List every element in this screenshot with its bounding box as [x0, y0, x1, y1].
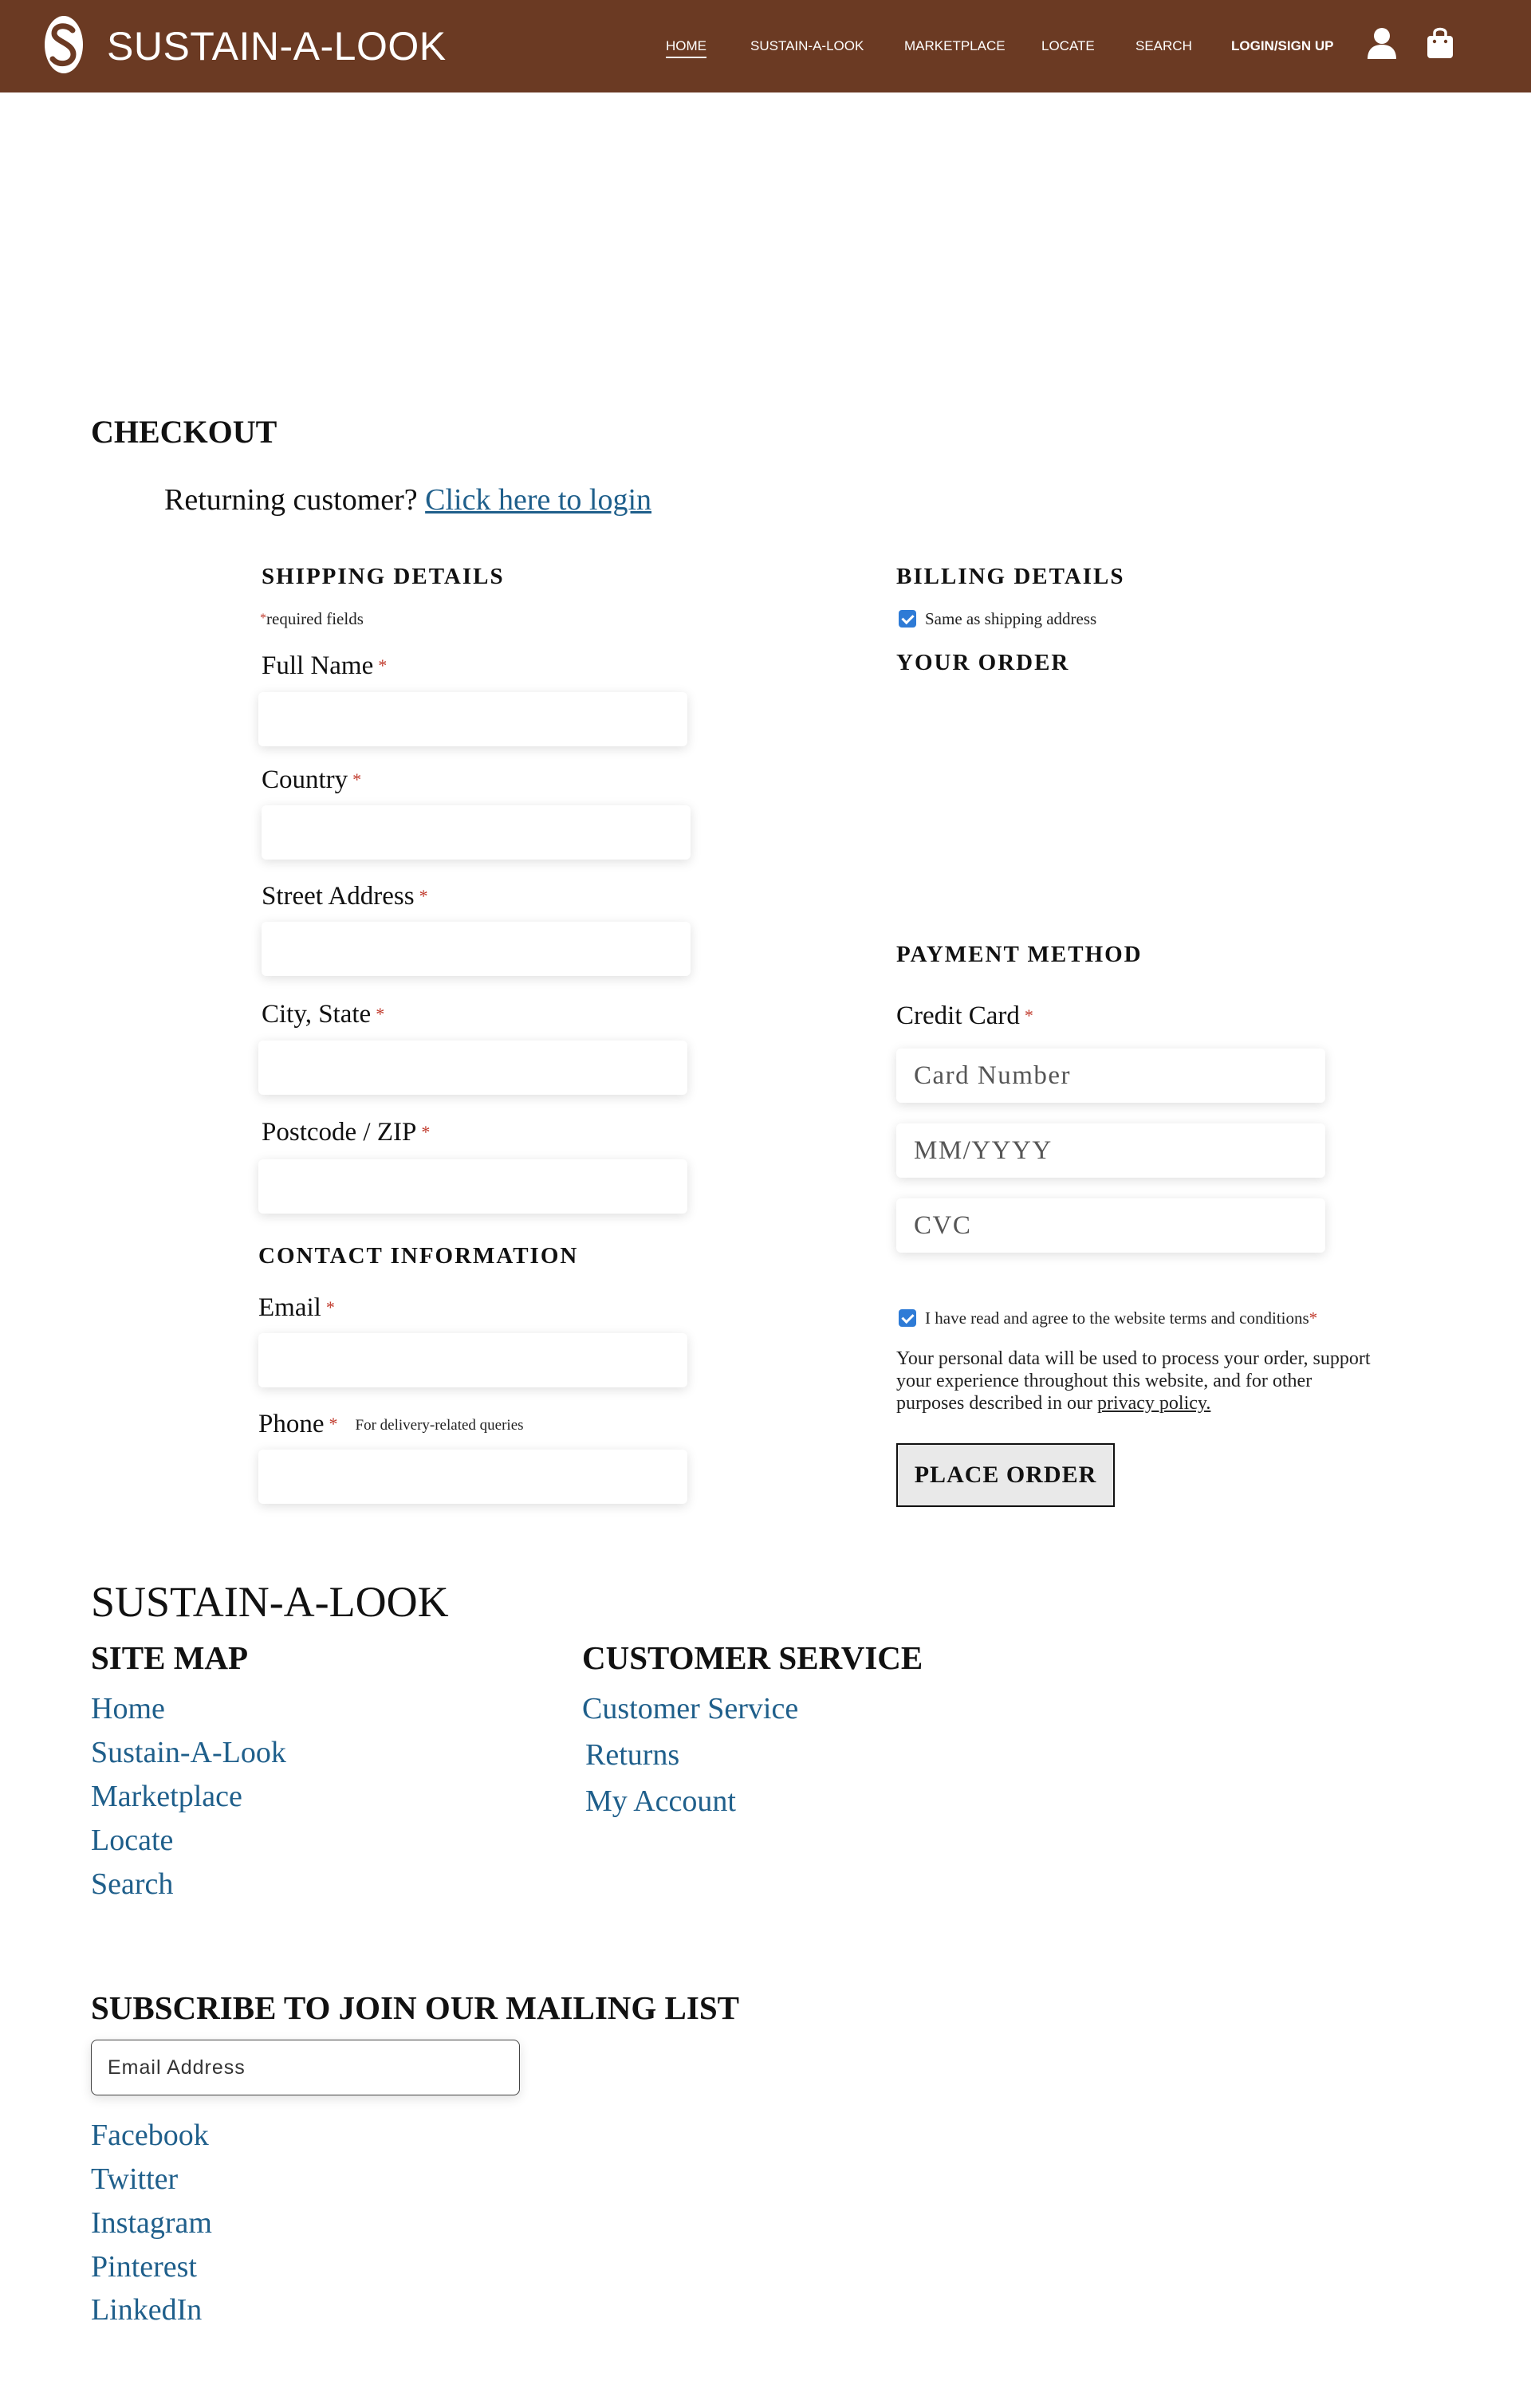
your-order-heading: YOUR ORDER [896, 650, 1070, 675]
terms-label: I have read and agree to the website terms and conditions* [925, 1308, 1318, 1328]
shopping-bag-icon[interactable] [1427, 26, 1454, 59]
street-address-label: Street Address * [262, 882, 428, 911]
country-input[interactable] [262, 805, 691, 860]
street-address-input[interactable] [262, 922, 691, 976]
footer-link-customer-service[interactable]: Customer Service [582, 1692, 799, 1725]
user-icon[interactable] [1367, 27, 1397, 59]
top-nav-bar [0, 0, 1531, 92]
newsletter-email-input[interactable] [91, 2040, 520, 2095]
social-link-linkedin[interactable]: LinkedIn [91, 2293, 203, 2327]
subscribe-heading: SUBSCRIBE TO JOIN OUR MAILING LIST [91, 1989, 740, 2026]
page-title: CHECKOUT [91, 414, 277, 450]
phone-input[interactable] [258, 1450, 687, 1504]
footer-brand: SUSTAIN-A-LOOK [91, 1578, 449, 1626]
footer-link-marketplace[interactable]: Marketplace [91, 1780, 242, 1813]
email-label-text: Email [258, 1293, 321, 1322]
social-link-pinterest[interactable]: Pinterest [91, 2250, 197, 2284]
nav-marketplace[interactable]: MARKETPLACE [904, 38, 1006, 53]
privacy-notice [896, 1348, 1375, 1415]
privacy-notice-text: Your personal data will be used to process your order, support your experience throughout this website, and for other purposes described in our [896, 1348, 1371, 1414]
phone-label: Phone * For delivery-related queries [258, 1410, 524, 1438]
login-link[interactable]: Click here to login [425, 483, 652, 517]
footer-link-locate[interactable]: Locate [91, 1824, 174, 1857]
shipping-details-heading: SHIPPING DETAILS [262, 564, 505, 589]
footer-link-search[interactable]: Search [91, 1867, 174, 1901]
required-fields-note: *required fields [260, 609, 364, 628]
credit-card-label-text: Credit Card [896, 1001, 1020, 1030]
postcode-input[interactable] [258, 1159, 687, 1214]
postcode-label: Postcode / ZIP * [262, 1118, 431, 1147]
full-name-label: Full Name * [262, 651, 388, 680]
social-link-twitter[interactable]: Twitter [91, 2162, 179, 2196]
country-label: Country * [262, 765, 362, 794]
social-link-instagram[interactable]: Instagram [91, 2206, 212, 2240]
city-state-label: City, State * [262, 1000, 385, 1029]
nav-sustain-a-look[interactable]: SUSTAIN-A-LOOK [750, 38, 864, 53]
expiry-input[interactable] [896, 1123, 1325, 1178]
cvc-input[interactable] [896, 1198, 1325, 1253]
contact-information-heading: CONTACT INFORMATION [258, 1243, 579, 1269]
billing-details-heading: BILLING DETAILS [896, 564, 1125, 589]
country-label-text: Country [262, 765, 348, 794]
footer-link-sustain-a-look[interactable]: Sustain-A-Look [91, 1736, 286, 1769]
street-address-label-text: Street Address [262, 882, 415, 911]
social-link-facebook[interactable]: Facebook [91, 2119, 209, 2152]
terms-checkbox[interactable] [899, 1309, 916, 1327]
same-as-shipping-label: Same as shipping address [925, 609, 1097, 628]
footer-link-home[interactable]: Home [91, 1692, 165, 1725]
same-as-shipping-checkbox[interactable] [899, 610, 916, 628]
email-label: Email * [258, 1293, 335, 1322]
returning-customer-text: Returning customer? [164, 483, 426, 517]
privacy-policy-link[interactable]: privacy policy. [1096, 1393, 1211, 1414]
credit-card-label: Credit Card * [896, 1001, 1033, 1030]
nav-search[interactable]: SEARCH [1135, 38, 1192, 53]
nav-home[interactable]: HOME [666, 37, 706, 58]
site-map-heading: SITE MAP [91, 1639, 249, 1676]
city-state-input[interactable] [258, 1041, 687, 1095]
card-number-input[interactable] [896, 1049, 1325, 1103]
returning-customer-prompt [164, 482, 651, 518]
nav-locate[interactable]: LOCATE [1041, 38, 1095, 53]
city-state-label-text: City, State [262, 1000, 372, 1029]
footer-link-returns[interactable]: Returns [585, 1738, 680, 1772]
terms-label-text: I have read and agree to the website terms and conditions [925, 1308, 1309, 1328]
logo-s-icon[interactable] [43, 14, 85, 75]
place-order-button[interactable]: PLACE ORDER [896, 1443, 1115, 1507]
brand-name[interactable]: SUSTAIN-A-LOOK [107, 24, 447, 69]
payment-method-heading: PAYMENT METHOD [896, 942, 1143, 967]
full-name-label-text: Full Name [262, 651, 374, 680]
nav-login-signup[interactable]: LOGIN/SIGN UP [1231, 38, 1334, 53]
footer-link-my-account[interactable]: My Account [585, 1784, 736, 1818]
required-fields-text: required fields [266, 609, 364, 628]
postcode-label-text: Postcode / ZIP [262, 1118, 417, 1147]
phone-note: For delivery-related queries [355, 1417, 524, 1434]
phone-label-text: Phone [258, 1410, 325, 1438]
full-name-input[interactable] [258, 692, 687, 746]
email-input[interactable] [258, 1333, 687, 1387]
customer-service-heading: CUSTOMER SERVICE [582, 1639, 923, 1676]
